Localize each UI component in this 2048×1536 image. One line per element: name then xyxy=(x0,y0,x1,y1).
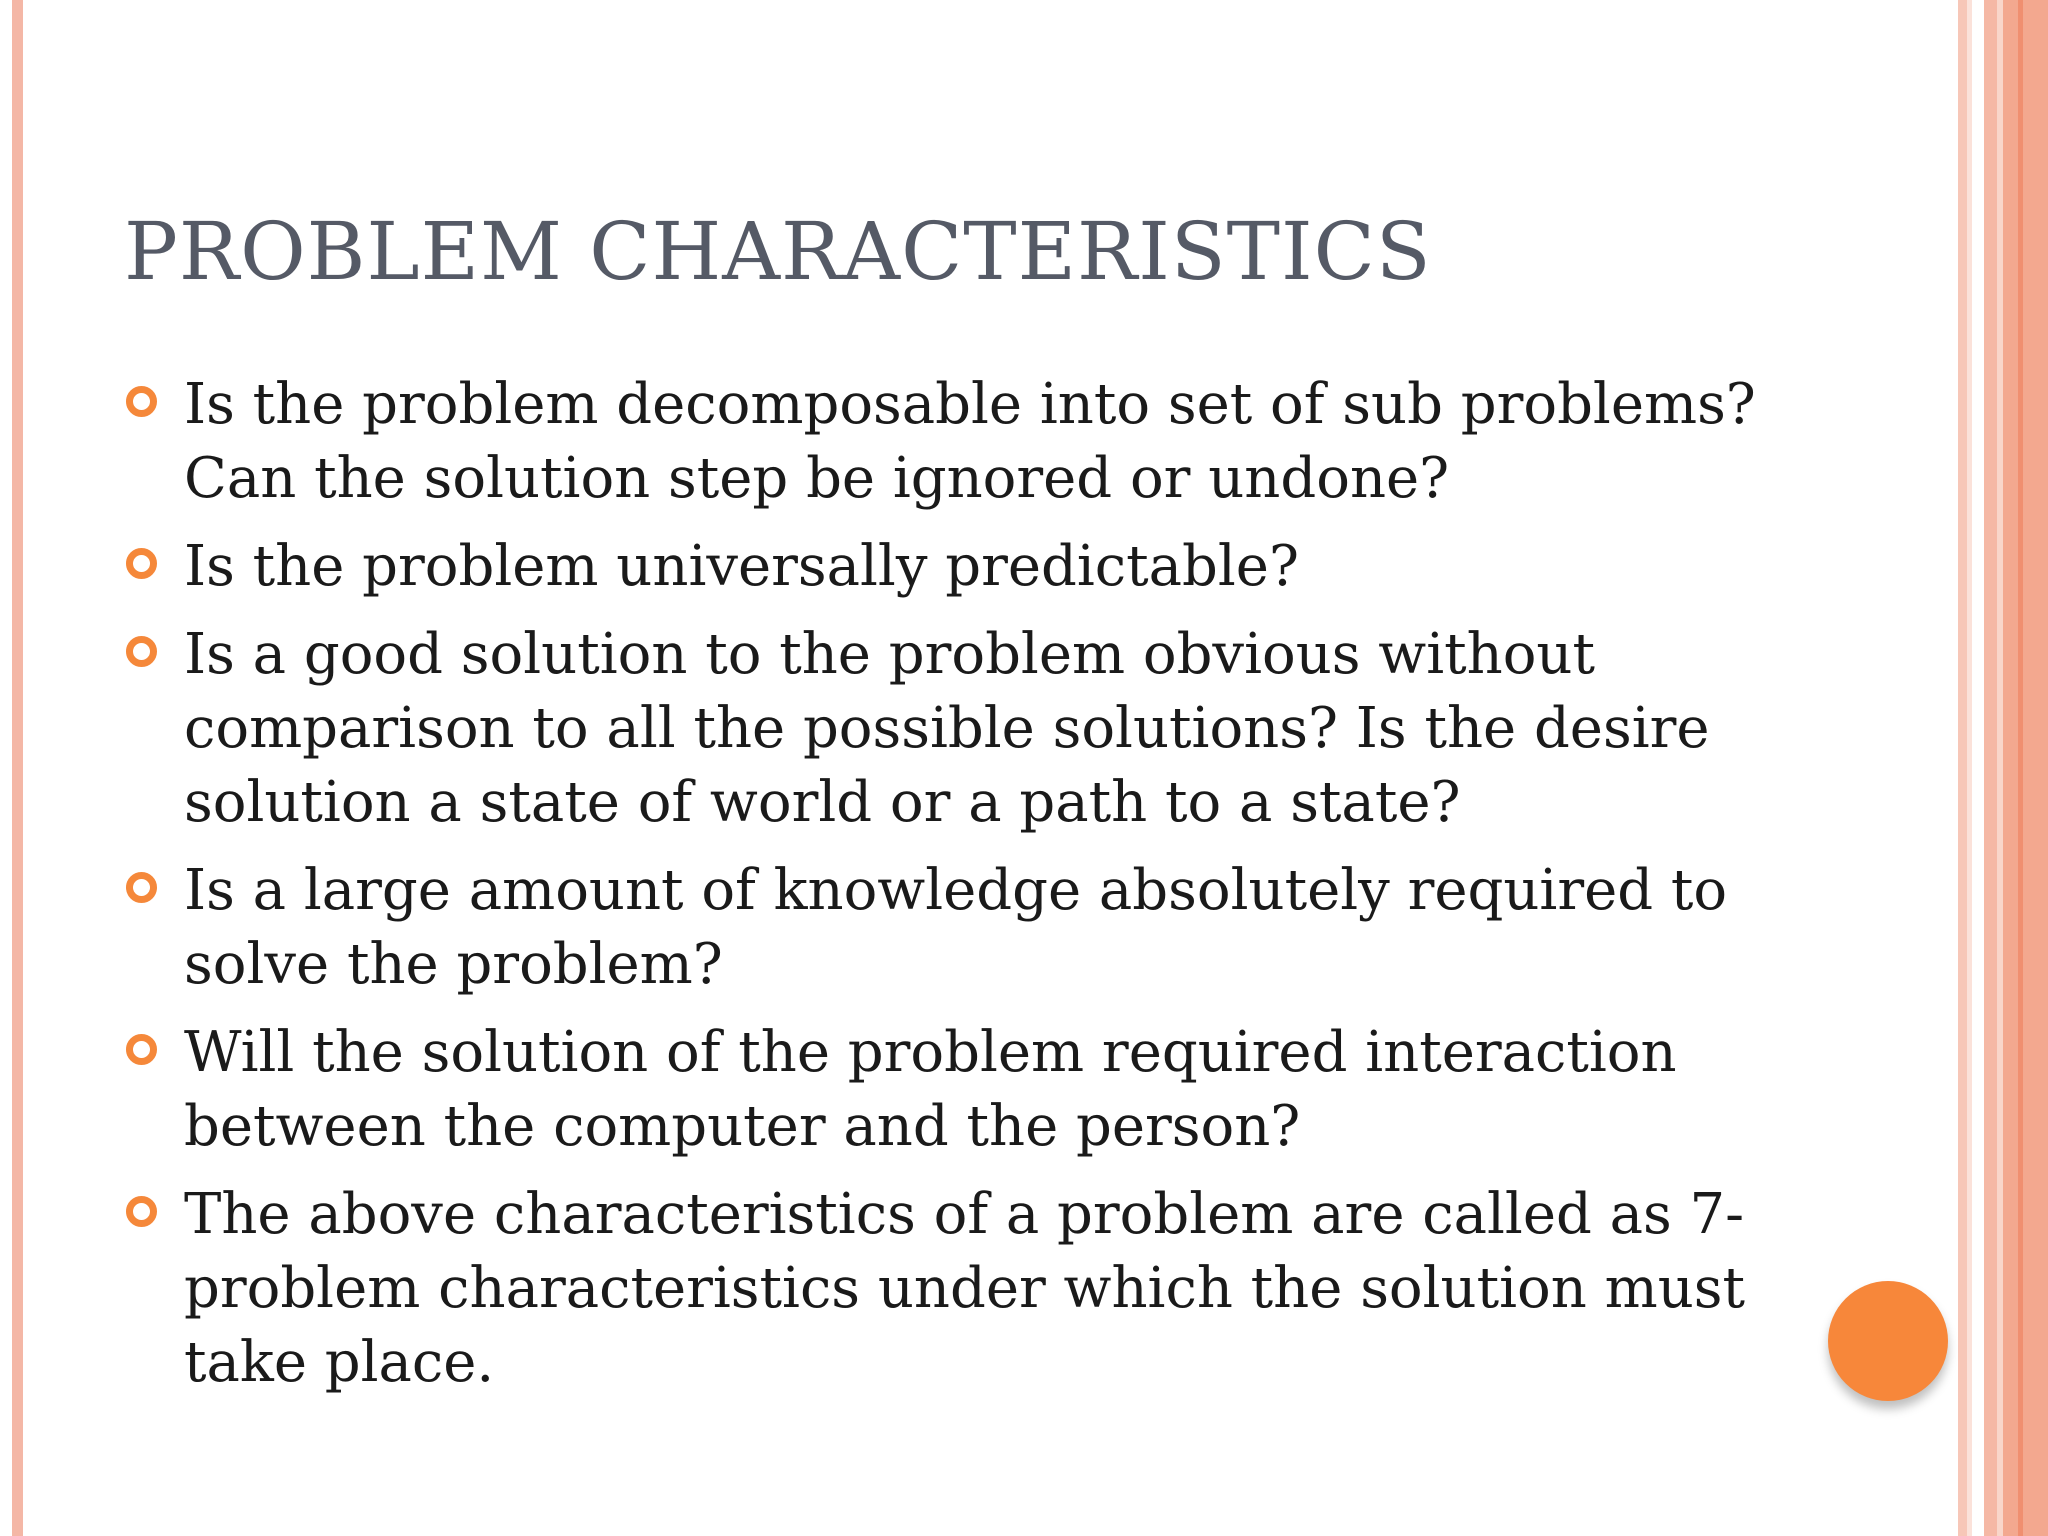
bullet-ring-icon xyxy=(126,386,157,417)
bullet-text-line: Is a large amount of knowledge absolutely required to xyxy=(184,858,1728,923)
bullet-text-line: Is a good solution to the problem obvious without xyxy=(184,622,1595,687)
bullet-ring-icon xyxy=(126,548,157,579)
bullet-text-line: solve the problem? xyxy=(184,932,723,997)
bullet-text-line: Will the solution of the problem required interaction xyxy=(184,1020,1677,1085)
bullet-ring-icon xyxy=(126,636,157,667)
right-decorative-stripe xyxy=(2018,0,2023,1536)
bullet-ring-icon xyxy=(126,872,157,903)
bullet-ring-icon xyxy=(126,1196,157,1227)
bullet-text-line: between the computer and the person? xyxy=(184,1094,1301,1159)
bullet-item xyxy=(126,530,1766,604)
right-decorative-stripe xyxy=(1967,0,1972,1536)
bullet-item xyxy=(126,1178,1766,1400)
bullet-item xyxy=(126,368,1766,516)
bullet-text-line: solution a state of world or a path to a state? xyxy=(184,770,1461,835)
bullet-item xyxy=(126,618,1766,840)
bullet-ring-icon xyxy=(126,1034,157,1065)
right-decorative-stripe xyxy=(1958,0,1967,1536)
bullet-text-line: Is the problem decomposable into set of sub problems? xyxy=(184,372,1756,437)
bullet-item xyxy=(126,854,1766,1002)
bullet-item xyxy=(126,1016,1766,1164)
bullet-text-line: Is the problem universally predictable? xyxy=(184,534,1299,599)
slide-title: PROBLEM CHARACTERISTICS xyxy=(124,205,1432,298)
bullet-text-line: Can the solution step be ignored or undone? xyxy=(184,446,1450,511)
orange-circle-decoration xyxy=(1828,1281,1948,1401)
bullet-text-line: The above characteristics of a problem are called as 7- xyxy=(184,1182,1745,1247)
bullet-list xyxy=(126,368,1766,1414)
bullet-text-line: comparison to all the possible solutions? Is the desire xyxy=(184,696,1710,761)
bullet-text-line: problem characteristics under which the solution must xyxy=(184,1256,1746,1321)
bullet-text-line: take place. xyxy=(184,1330,495,1395)
right-decorative-stripe xyxy=(2003,0,2048,1536)
left-decorative-stripe xyxy=(12,0,23,1536)
right-decorative-stripe xyxy=(1984,0,1997,1536)
